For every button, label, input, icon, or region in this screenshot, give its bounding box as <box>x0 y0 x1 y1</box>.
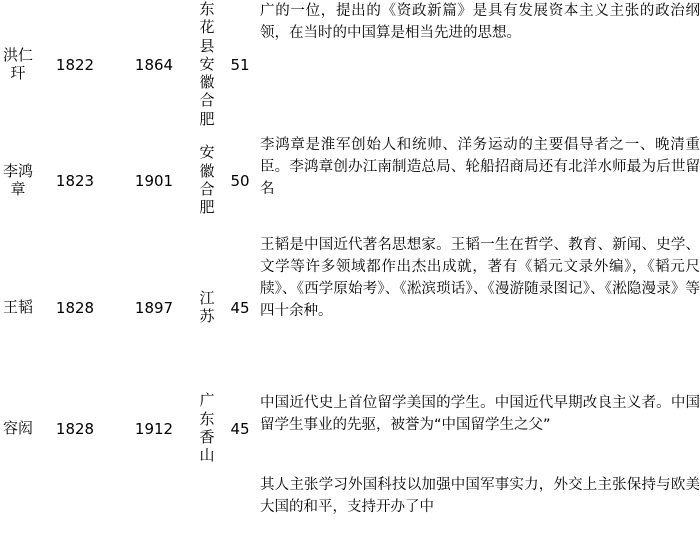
cell-place <box>194 474 220 536</box>
age-value: 45 <box>230 419 250 438</box>
cell-death <box>114 232 194 382</box>
cell-description <box>260 128 700 232</box>
cell-name <box>0 382 36 474</box>
table-row <box>0 128 700 232</box>
cell-name <box>0 0 36 128</box>
birth-year: 1822 <box>55 55 95 74</box>
cell-name <box>0 232 36 382</box>
table-row <box>0 0 700 128</box>
birth-year: 1828 <box>55 419 95 438</box>
place-of-origin: 东花县安徽合肥 <box>199 0 215 128</box>
cell-death <box>114 0 194 128</box>
cell-age <box>220 382 260 474</box>
cell-death <box>114 382 194 474</box>
table-row <box>0 382 700 474</box>
cell-birth <box>36 382 114 474</box>
cell-place <box>194 0 220 128</box>
cell-description <box>260 0 700 128</box>
birth-year: 1828 <box>55 298 95 317</box>
description-text: 中国近代史上首位留学美国的学生。中国近代早期改良主义者。中国留学生事业的先驱，被誉为“中国留学生之父” <box>260 395 700 434</box>
cell-age <box>220 232 260 382</box>
cell-name <box>0 474 36 536</box>
birth-year: 1823 <box>55 171 95 190</box>
person-name: 王韬 <box>2 297 33 316</box>
cell-birth <box>36 0 114 128</box>
cell-place <box>194 382 220 474</box>
cell-death <box>114 128 194 232</box>
description-text: 王韬是中国近代著名思想家。王韬一生在哲学、教育、新闻、史学、文学等许多领域都作出杰出成就，著有《韬元文录外编》，《韬元尺牍》、《西学原始考》、《淞滨琐话》、《漫游随录图记》、《淞隐漫录》等四十余种。 <box>260 237 700 320</box>
description-text: 其人主张学习外国科技以加强中国军事实力，外交上主张保持与欧美大国的和平，支持开办了中 <box>260 477 700 516</box>
table-row <box>0 474 700 536</box>
cell-age <box>220 128 260 232</box>
description-text: 李鸿章是淮军创始人和统帅、洋务运动的主要倡导者之一、晚清重臣。李鸿章创办江南制造总局、轮船招商局还有北洋水师最为后世留名 <box>260 137 700 198</box>
cell-description <box>260 232 700 382</box>
cell-age <box>220 0 260 128</box>
cell-description <box>260 382 700 474</box>
description-text: 广的一位，提出的《资政新篇》是具有发展资本主义主张的政治纲领，在当时的中国算是相当先进的思想。 <box>260 3 700 42</box>
cell-place <box>194 128 220 232</box>
cell-birth <box>36 474 114 536</box>
cell-birth <box>36 232 114 382</box>
cell-death <box>114 474 194 536</box>
death-year: 1864 <box>134 55 174 74</box>
place-of-origin: 广东香山 <box>199 391 215 465</box>
cell-name <box>0 128 36 232</box>
age-value: 50 <box>230 171 250 190</box>
place-of-origin: 江苏 <box>199 288 215 326</box>
death-year: 1897 <box>134 298 174 317</box>
cell-place <box>194 232 220 382</box>
age-value: 45 <box>230 298 250 317</box>
person-name: 容闳 <box>2 418 33 437</box>
cell-age <box>220 474 260 536</box>
cell-birth <box>36 128 114 232</box>
table-row <box>0 232 700 382</box>
person-name: 洪仁玕 <box>2 45 33 83</box>
cell-description <box>260 474 700 536</box>
age-value: 51 <box>230 55 250 74</box>
place-of-origin: 安徽合肥 <box>199 143 215 217</box>
death-year: 1912 <box>134 419 174 438</box>
person-name: 李鸿章 <box>2 161 33 199</box>
death-year: 1901 <box>134 171 174 190</box>
